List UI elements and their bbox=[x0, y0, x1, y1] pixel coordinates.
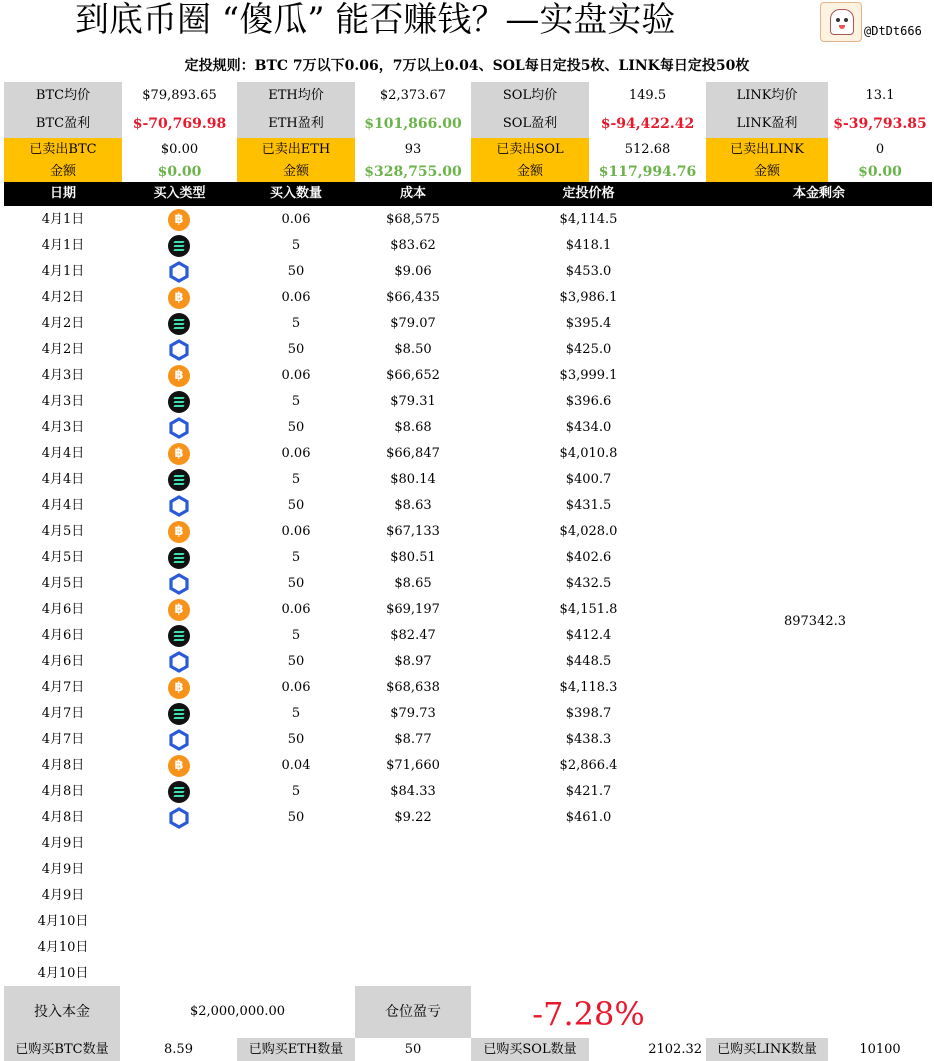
solana-icon bbox=[168, 781, 190, 803]
row-cost bbox=[355, 857, 471, 883]
row-cost: $8.63 bbox=[394, 498, 432, 513]
row-qty bbox=[237, 961, 355, 987]
eth-bought-label: 已购买ETH数量 bbox=[237, 1038, 355, 1061]
table-row bbox=[0, 311, 934, 337]
table-row bbox=[0, 831, 934, 857]
row-price: $431.5 bbox=[565, 498, 612, 513]
row-price: $4,010.8 bbox=[559, 446, 618, 461]
row-cost: $80.14 bbox=[390, 472, 436, 487]
row-date: 4月5日 bbox=[41, 524, 85, 539]
row-type bbox=[122, 935, 237, 961]
row-date: 4月7日 bbox=[41, 680, 85, 695]
row-price: $432.5 bbox=[565, 576, 612, 591]
row-price: $3,986.1 bbox=[559, 290, 618, 305]
row-qty: 50 bbox=[287, 732, 305, 747]
row-date: 4月8日 bbox=[41, 758, 85, 773]
row-type bbox=[122, 857, 237, 883]
row-cost: $80.51 bbox=[390, 550, 436, 565]
table-row bbox=[0, 545, 934, 571]
row-type bbox=[122, 701, 237, 727]
solana-icon bbox=[168, 625, 190, 647]
row-type bbox=[122, 389, 237, 415]
row-type bbox=[122, 467, 237, 493]
row-type bbox=[122, 363, 237, 389]
table-body bbox=[0, 207, 934, 987]
row-cost: $68,575 bbox=[386, 212, 440, 227]
row-price: $3,999.1 bbox=[559, 368, 618, 383]
eth-bought-value: 50 bbox=[404, 1042, 422, 1057]
sol-amount-value: $117,994.76 bbox=[598, 164, 697, 180]
row-type bbox=[122, 311, 237, 337]
btc-avg-label: BTC均价 bbox=[4, 82, 122, 110]
header-cost: 成本 bbox=[399, 186, 426, 201]
row-qty: 5 bbox=[291, 550, 301, 565]
row-qty bbox=[237, 831, 355, 857]
row-date: 4月9日 bbox=[41, 862, 85, 877]
btc-pl-value: $-70,769.98 bbox=[132, 116, 227, 132]
row-cost: $8.68 bbox=[394, 420, 432, 435]
row-qty: 0.06 bbox=[281, 212, 311, 227]
row-qty: 50 bbox=[287, 576, 305, 591]
table-row bbox=[0, 753, 934, 779]
ghost-face-icon bbox=[830, 9, 854, 35]
btc-amount-label: 金额 bbox=[4, 162, 122, 182]
link-sold-label: 已卖出LINK bbox=[706, 138, 828, 162]
table-row bbox=[0, 285, 934, 311]
row-cost bbox=[355, 909, 471, 935]
chainlink-icon bbox=[168, 807, 190, 829]
row-price bbox=[471, 883, 706, 909]
row-type bbox=[122, 805, 237, 831]
row-date: 4月6日 bbox=[41, 654, 85, 669]
row-qty: 0.06 bbox=[281, 680, 311, 695]
row-cost: $66,435 bbox=[386, 290, 440, 305]
page-title: 到底币圈 “傻瓜” 能否赚钱？—实盘实验 bbox=[75, 0, 676, 40]
row-qty: 0.06 bbox=[281, 524, 311, 539]
btc-bought-label: 已购买BTC数量 bbox=[4, 1038, 120, 1061]
eth-sold-label: 已卖出ETH bbox=[237, 138, 355, 162]
row-price: $421.7 bbox=[565, 784, 612, 799]
sol-pl-label: SOL盈利 bbox=[471, 110, 589, 138]
row-price: $461.0 bbox=[565, 810, 612, 825]
row-cost: $71,660 bbox=[386, 758, 440, 773]
row-date: 4月4日 bbox=[41, 472, 85, 487]
solana-icon bbox=[168, 547, 190, 569]
chainlink-icon bbox=[168, 651, 190, 673]
row-cost: $79.07 bbox=[390, 316, 436, 331]
row-cost: $8.97 bbox=[394, 654, 432, 669]
sol-amount-label: 金额 bbox=[471, 162, 589, 182]
chainlink-icon bbox=[168, 573, 190, 595]
row-type bbox=[122, 337, 237, 363]
row-price: $434.0 bbox=[565, 420, 612, 435]
row-price: $4,028.0 bbox=[559, 524, 618, 539]
row-type bbox=[122, 259, 237, 285]
row-date: 4月1日 bbox=[41, 264, 85, 279]
row-price: $4,118.3 bbox=[559, 680, 618, 695]
row-type bbox=[122, 727, 237, 753]
author-avatar bbox=[820, 2, 862, 42]
header-date: 日期 bbox=[49, 186, 76, 201]
invest-value: $2,000,000.00 bbox=[189, 1004, 286, 1019]
link-amount-value: $0.00 bbox=[858, 164, 902, 180]
row-qty: 50 bbox=[287, 342, 305, 357]
chainlink-icon bbox=[168, 729, 190, 751]
btc-sold-label: 已卖出BTC bbox=[4, 138, 122, 162]
link-pl-label: LINK盈利 bbox=[706, 110, 828, 138]
row-type bbox=[122, 675, 237, 701]
header-type: 买入类型 bbox=[153, 186, 206, 201]
row-qty bbox=[237, 883, 355, 909]
row-date: 4月7日 bbox=[41, 732, 85, 747]
row-qty: 50 bbox=[287, 810, 305, 825]
header-qty: 买入数量 bbox=[269, 186, 322, 201]
row-qty: 0.06 bbox=[281, 290, 311, 305]
btc-sold-value: $0.00 bbox=[160, 142, 199, 157]
row-qty: 50 bbox=[287, 654, 305, 669]
table-row bbox=[0, 233, 934, 259]
row-type bbox=[122, 909, 237, 935]
table-row bbox=[0, 337, 934, 363]
row-cost: $66,652 bbox=[386, 368, 440, 383]
row-date: 4月1日 bbox=[41, 212, 85, 227]
table-row bbox=[0, 805, 934, 831]
btc-pl-label: BTC盈利 bbox=[4, 110, 122, 138]
chainlink-icon bbox=[168, 339, 190, 361]
table-row bbox=[0, 649, 934, 675]
solana-icon bbox=[168, 469, 190, 491]
table-row bbox=[0, 961, 934, 987]
table-row bbox=[0, 909, 934, 935]
row-price: $396.6 bbox=[565, 394, 612, 409]
row-cost bbox=[355, 935, 471, 961]
link-amount-label: 金额 bbox=[706, 162, 828, 182]
table-row bbox=[0, 363, 934, 389]
header-price: 定投价格 bbox=[562, 186, 615, 201]
row-type bbox=[122, 883, 237, 909]
row-price: $412.4 bbox=[565, 628, 612, 643]
bitcoin-icon: ฿ bbox=[168, 209, 190, 231]
bitcoin-icon: ฿ bbox=[168, 443, 190, 465]
sol-avg-label: SOL均价 bbox=[471, 82, 589, 110]
table-row bbox=[0, 727, 934, 753]
row-cost bbox=[355, 831, 471, 857]
row-date: 4月2日 bbox=[41, 316, 85, 331]
table-row bbox=[0, 519, 934, 545]
row-date: 4月9日 bbox=[41, 836, 85, 851]
row-qty: 5 bbox=[291, 394, 301, 409]
row-price: $4,151.8 bbox=[559, 602, 618, 617]
row-date: 4月1日 bbox=[41, 238, 85, 253]
row-qty: 5 bbox=[291, 316, 301, 331]
table-row bbox=[0, 883, 934, 909]
row-cost: $84.33 bbox=[390, 784, 436, 799]
row-date: 4月5日 bbox=[41, 550, 85, 565]
row-type bbox=[122, 441, 237, 467]
link-sold-value: 0 bbox=[875, 142, 885, 157]
table-row bbox=[0, 389, 934, 415]
row-cost: $8.65 bbox=[394, 576, 432, 591]
row-qty bbox=[237, 857, 355, 883]
row-cost: $67,133 bbox=[386, 524, 440, 539]
chainlink-icon bbox=[168, 495, 190, 517]
row-qty bbox=[237, 909, 355, 935]
row-type bbox=[122, 623, 237, 649]
table-row bbox=[0, 675, 934, 701]
row-type bbox=[122, 753, 237, 779]
row-qty: 0.06 bbox=[281, 446, 311, 461]
row-date: 4月9日 bbox=[41, 888, 85, 903]
investment-rule: 定投规则：BTC 7万以下0.06，7万以上0.04、SOL每日定投5枚、LINK每日定投50枚 bbox=[184, 58, 750, 74]
row-type bbox=[122, 207, 237, 233]
row-date: 4月10日 bbox=[37, 966, 89, 981]
link-pl-value: $-39,793.85 bbox=[833, 116, 927, 132]
row-date: 4月7日 bbox=[41, 706, 85, 721]
row-date: 4月8日 bbox=[41, 784, 85, 799]
chainlink-icon bbox=[168, 261, 190, 283]
btc-avg-value: $79,893.65 bbox=[142, 88, 217, 103]
row-price: $453.0 bbox=[565, 264, 612, 279]
row-qty: 5 bbox=[291, 472, 301, 487]
chainlink-icon bbox=[168, 417, 190, 439]
row-qty: 5 bbox=[291, 706, 301, 721]
row-price bbox=[471, 831, 706, 857]
row-type bbox=[122, 545, 237, 571]
author-handle: @DtDt666 bbox=[864, 24, 922, 38]
row-date: 4月4日 bbox=[41, 498, 85, 513]
row-date: 4月6日 bbox=[41, 628, 85, 643]
row-price bbox=[471, 935, 706, 961]
eth-avg-label: ETH均价 bbox=[237, 82, 355, 110]
row-date: 4月3日 bbox=[41, 394, 85, 409]
sol-bought-value: 2102.32 bbox=[648, 1042, 702, 1057]
table-row bbox=[0, 259, 934, 285]
row-price: $425.0 bbox=[565, 342, 612, 357]
table-row bbox=[0, 441, 934, 467]
row-price: $448.5 bbox=[565, 654, 612, 669]
row-qty: 5 bbox=[291, 238, 301, 253]
row-type bbox=[122, 519, 237, 545]
row-type bbox=[122, 571, 237, 597]
row-price: $2,866.4 bbox=[559, 758, 618, 773]
bitcoin-icon: ฿ bbox=[168, 755, 190, 777]
sol-sold-value: 512.68 bbox=[624, 142, 671, 157]
row-price: $4,114.5 bbox=[559, 212, 618, 227]
solana-icon bbox=[168, 391, 190, 413]
row-date: 4月3日 bbox=[41, 420, 85, 435]
row-price bbox=[471, 857, 706, 883]
row-type bbox=[122, 493, 237, 519]
eth-sold-value: 93 bbox=[404, 142, 422, 157]
row-qty: 50 bbox=[287, 420, 305, 435]
table-row bbox=[0, 857, 934, 883]
row-price: $418.1 bbox=[565, 238, 612, 253]
header-remaining: 本金剩余 bbox=[792, 186, 845, 201]
row-type bbox=[122, 415, 237, 441]
row-cost: $68,638 bbox=[386, 680, 440, 695]
row-type bbox=[122, 961, 237, 987]
row-price: $395.4 bbox=[565, 316, 612, 331]
table-row bbox=[0, 571, 934, 597]
row-cost: $9.06 bbox=[394, 264, 432, 279]
row-cost: $69,197 bbox=[386, 602, 440, 617]
row-price bbox=[471, 909, 706, 935]
btc-bought-value: 8.59 bbox=[164, 1042, 193, 1057]
sol-avg-value: 149.5 bbox=[628, 88, 667, 103]
link-bought-label: 已购买LINK数量 bbox=[706, 1038, 828, 1061]
table-row bbox=[0, 779, 934, 805]
solana-icon bbox=[168, 313, 190, 335]
principal-remaining: 897342.3 bbox=[783, 614, 847, 629]
sol-bought-label: 已购买SOL数量 bbox=[471, 1038, 589, 1061]
row-cost: $82.47 bbox=[390, 628, 436, 643]
row-cost: $79.31 bbox=[390, 394, 436, 409]
row-type bbox=[122, 233, 237, 259]
row-qty: 5 bbox=[291, 628, 301, 643]
row-date: 4月4日 bbox=[41, 446, 85, 461]
row-type bbox=[122, 597, 237, 623]
btc-amount-value: $0.00 bbox=[157, 164, 202, 180]
table-row bbox=[0, 467, 934, 493]
eth-pl-label: ETH盈利 bbox=[237, 110, 355, 138]
link-avg-value: 13.1 bbox=[865, 88, 895, 103]
row-price: $438.3 bbox=[565, 732, 612, 747]
row-date: 4月8日 bbox=[41, 810, 85, 825]
solana-icon bbox=[168, 235, 190, 257]
row-type bbox=[122, 285, 237, 311]
row-price: $402.6 bbox=[565, 550, 612, 565]
table-row bbox=[0, 415, 934, 441]
position-label: 仓位盈亏 bbox=[355, 986, 471, 1038]
row-cost: $83.62 bbox=[390, 238, 436, 253]
row-price: $398.7 bbox=[565, 706, 612, 721]
row-date: 4月2日 bbox=[41, 290, 85, 305]
row-price bbox=[471, 961, 706, 987]
row-date: 4月5日 bbox=[41, 576, 85, 591]
row-cost bbox=[355, 961, 471, 987]
table-row bbox=[0, 207, 934, 233]
sol-sold-label: 已卖出SOL bbox=[471, 138, 589, 162]
row-type bbox=[122, 831, 237, 857]
row-qty: 50 bbox=[287, 264, 305, 279]
bitcoin-icon: ฿ bbox=[168, 521, 190, 543]
sol-pl-value: $-94,422.42 bbox=[600, 116, 695, 132]
eth-avg-value: $2,373.67 bbox=[379, 88, 447, 103]
row-qty: 0.06 bbox=[281, 368, 311, 383]
row-qty: 0.06 bbox=[281, 602, 311, 617]
solana-icon bbox=[168, 703, 190, 725]
link-avg-label: LINK均价 bbox=[706, 82, 828, 110]
row-date: 4月10日 bbox=[37, 940, 89, 955]
row-date: 4月6日 bbox=[41, 602, 85, 617]
link-bought-value: 10100 bbox=[859, 1042, 901, 1057]
row-qty: 50 bbox=[287, 498, 305, 513]
row-cost: $66,847 bbox=[386, 446, 440, 461]
row-qty bbox=[237, 935, 355, 961]
table-row bbox=[0, 493, 934, 519]
row-type bbox=[122, 649, 237, 675]
row-qty: 0.04 bbox=[281, 758, 311, 773]
row-cost: $8.50 bbox=[394, 342, 432, 357]
table-row bbox=[0, 935, 934, 961]
bitcoin-icon: ฿ bbox=[168, 677, 190, 699]
bitcoin-icon: ฿ bbox=[168, 287, 190, 309]
row-type bbox=[122, 779, 237, 805]
row-qty: 5 bbox=[291, 784, 301, 799]
table-row bbox=[0, 701, 934, 727]
eth-amount-label: 金额 bbox=[237, 162, 355, 182]
eth-pl-value: $101,866.00 bbox=[364, 116, 462, 132]
table-header bbox=[4, 182, 932, 206]
row-cost: $79.73 bbox=[390, 706, 436, 721]
invest-label: 投入本金 bbox=[4, 986, 120, 1038]
row-cost: $9.22 bbox=[394, 810, 432, 825]
position-value: -7.28% bbox=[532, 995, 645, 1033]
row-cost bbox=[355, 883, 471, 909]
row-date: 4月2日 bbox=[41, 342, 85, 357]
row-date: 4月10日 bbox=[37, 914, 89, 929]
bitcoin-icon: ฿ bbox=[168, 599, 190, 621]
row-price: $400.7 bbox=[565, 472, 612, 487]
bitcoin-icon: ฿ bbox=[168, 365, 190, 387]
eth-amount-value: $328,755.00 bbox=[364, 164, 462, 180]
row-cost: $8.77 bbox=[394, 732, 432, 747]
row-date: 4月3日 bbox=[41, 368, 85, 383]
